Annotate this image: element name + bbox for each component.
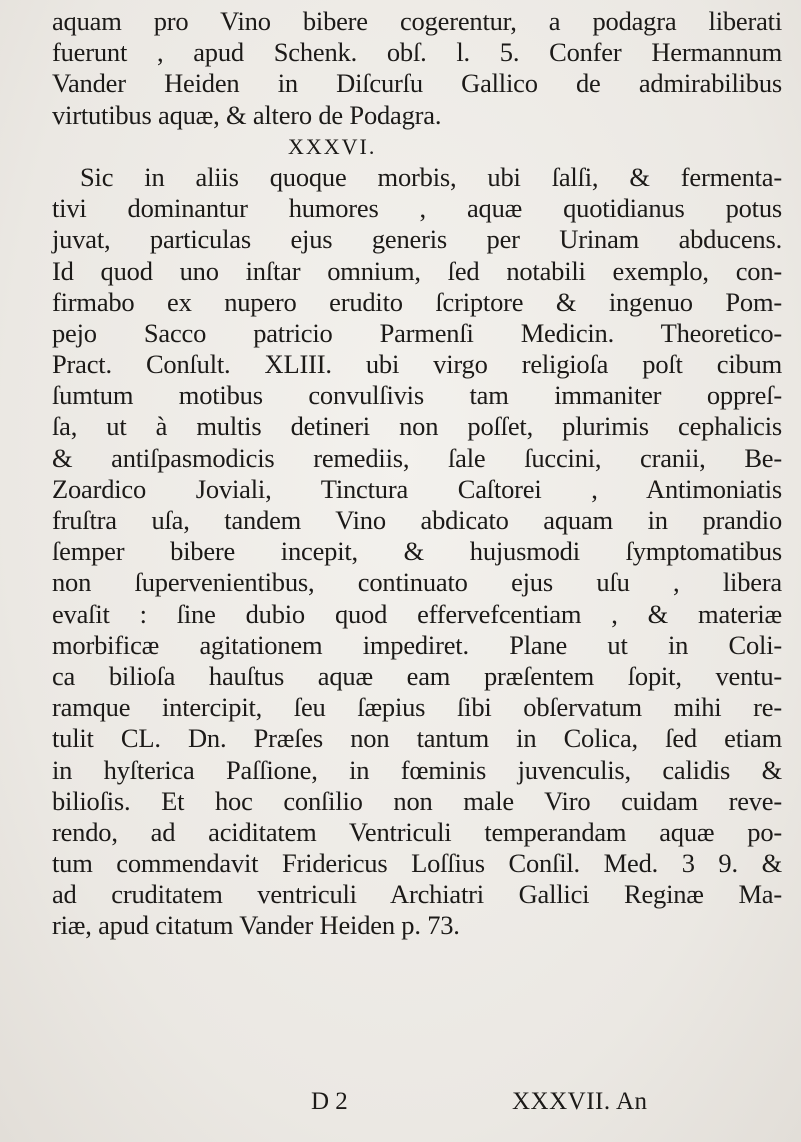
text-line: juvat, particulas ejus generis per Urinam abducens. <box>52 224 782 255</box>
text-line: Id quod uno inſtar omnium, ſed notabili exemplo, con- <box>52 255 782 286</box>
section-heading: XXXVI. <box>288 133 377 159</box>
text-line: non ſupervenientibus, continuato ejus uſu , libera <box>52 567 782 598</box>
text-line: ad cruditatem ventriculi Archiatri Gallici Reginæ Ma- <box>52 879 782 910</box>
text-line: ſumtum motibus convulſivis tam immaniter oppreſ- <box>52 380 782 411</box>
text-line: firmabo ex nupero erudito ſcriptore & ingenuo Pom- <box>52 286 782 317</box>
text-line: in hyſterica Paſſione, in fœminis juvenculis, calidis & <box>52 754 782 785</box>
text-line: riæ, apud citatum Vander Heiden p. 73. <box>52 910 460 941</box>
text-line: Sic in aliis quoque morbis, ubi ſalſi, & fermenta- <box>80 161 782 192</box>
text-line: ſemper bibere incepit, & hujusmodi ſymptomatibus <box>52 536 782 567</box>
text-line: aquam pro Vino bibere cogerentur, a podagra liberati <box>52 6 782 36</box>
catchword: XXXVII. An <box>512 1088 648 1115</box>
text-line: ſa, ut à multis detineri non poſſet, plurimis cephalicis <box>52 411 782 442</box>
text-line: Zoardico Joviali, Tinctura Caſtorei , Antimoniatis <box>52 473 782 504</box>
text-line: ramque intercipit, ſeu ſæpius ſibi obſervatum mihi re- <box>52 692 782 723</box>
page-footer <box>0 1088 801 1122</box>
text-line: ca bilioſa hauſtus aquæ eam præſentem ſopit, ventu- <box>52 660 782 691</box>
text-line: tum commendavit Fridericus Loſſius Conſil. Med. 3 9. & <box>52 848 782 879</box>
text-line: bilioſis. Et hoc conſilio non male Viro cuidam reve- <box>52 785 782 816</box>
text-line: tivi dominantur humores , aquæ quotidianus potus <box>52 193 782 224</box>
text-line: virtutibus aquæ, & altero de Podagra. <box>52 99 442 130</box>
text-line: & antiſpasmodicis remediis, ſale ſuccini, cranii, Be- <box>52 442 782 473</box>
text-line: tulit CL. Dn. Præſes non tantum in Colica, ſed etiam <box>52 723 782 754</box>
signature-mark: D 2 <box>311 1088 348 1115</box>
text-line: rendo, ad aciditatem Ventriculi temperandam aquæ po- <box>52 816 782 847</box>
text-line: Pract. Conſult. XLIII. ubi virgo religioſa poſt cibum <box>52 349 782 380</box>
text-line: pejo Sacco patricio Parmenſi Medicin. Theoretico- <box>52 317 782 348</box>
text-line: fuerunt , apud Schenk. obſ. l. 5. Confer Hermannum <box>52 37 782 68</box>
text-line: morbificæ agitationem impediret. Plane ut in Coli- <box>52 629 782 660</box>
body-text <box>52 6 782 942</box>
text-line: fruſtra uſa, tandem Vino abdicato aquam in prandio <box>52 505 782 535</box>
text-line: evaſit : ſine dubio quod effervefcentiam , & materiæ <box>52 598 782 629</box>
text-line: Vander Heiden in Diſcurſu Gallico de admirabilibus <box>52 68 782 99</box>
